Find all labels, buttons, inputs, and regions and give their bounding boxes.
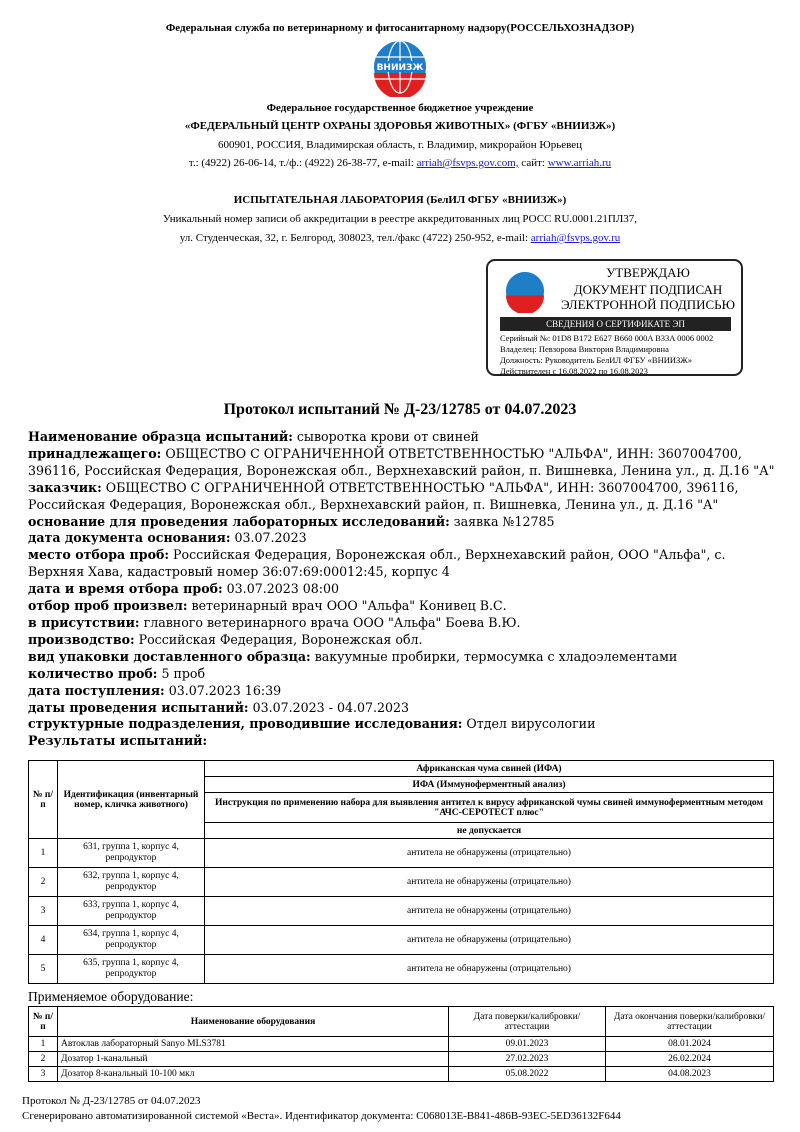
stamp-signature: ЭЛЕКТРОННОЙ ПОДПИСЬЮ — [561, 297, 735, 312]
logo-text: ВНИИЗЖ — [376, 63, 424, 73]
field — [28, 514, 778, 531]
row-date: 05.08.2022 — [449, 1067, 606, 1082]
field-value: 03.07.2023 - 04.07.2023 — [248, 699, 410, 715]
field-label: вид упаковки доставленного образца: — [28, 648, 311, 664]
field-value: 03.07.2023 — [230, 530, 307, 546]
lab-email-link[interactable]: arriah@fsvps.gov.ru — [530, 232, 621, 244]
field — [28, 480, 778, 514]
table-row — [29, 1037, 774, 1052]
field — [28, 716, 778, 733]
site-link[interactable]: www.arriah.ru — [547, 157, 612, 169]
row-result: антитела не обнаружены (отрицательно) — [205, 955, 774, 984]
row-no: 2 — [29, 868, 58, 897]
field-label: принадлежащего: — [28, 445, 162, 461]
footer-generated: Сгенерировано автоматизированной системой «Веста». Идентификатор документа: C068013E-B841-486B-93EC-5ED36132F644 — [22, 1110, 621, 1122]
sample-details — [28, 429, 778, 750]
field — [28, 429, 778, 446]
row-name: Дозатор 8-канальный 10-100 мкл — [58, 1067, 449, 1082]
field-label: в присутствии: — [28, 614, 140, 630]
row-no: 1 — [29, 839, 58, 868]
site-label: сайт: — [521, 157, 545, 169]
field-label: дата документа основания: — [28, 530, 231, 546]
field-value: 5 проб — [157, 665, 206, 681]
col-no: № п/п — [29, 1007, 58, 1037]
row-id: 633, группа 1, корпус 4, репродуктор — [58, 897, 205, 926]
row-name: Автоклав лабораторный Sanyo MLS3781 — [58, 1037, 449, 1052]
field-value: ветеринарный врач ООО "Альфа" Конивец В.С. — [187, 598, 507, 614]
row-end: 26.02.2024 — [606, 1052, 774, 1067]
field-label: Наименование образца испытаний: — [28, 429, 293, 444]
disease-header: Африканская чума свиней (ИФА) — [205, 761, 774, 777]
table-row — [29, 897, 774, 926]
field — [28, 615, 778, 632]
field — [28, 598, 778, 615]
field — [28, 632, 778, 649]
field-value: вакуумные пробирки, термосумка с хладоэлементами — [310, 648, 678, 664]
field-label: заказчик: — [28, 479, 102, 495]
row-result: антитела не обнаружены (отрицательно) — [205, 897, 774, 926]
table-row — [29, 1067, 774, 1082]
table-row — [29, 839, 774, 868]
field-label: даты проведения испытаний: — [28, 699, 249, 715]
row-no: 3 — [29, 1067, 58, 1082]
accreditation: Уникальный номер записи об аккредитации в реестре аккредитованных лиц РОСС RU.0001.21ПЛ37, — [162, 213, 638, 225]
field — [28, 649, 778, 666]
row-date: 27.02.2023 — [449, 1052, 606, 1067]
institution-type: Федеральное государственное бюджетное учреждение — [266, 102, 534, 114]
stamp-logo — [500, 269, 550, 313]
cert-valid: Действителен с 16.08.2022 по 16.08.2023 — [500, 366, 648, 376]
footer — [22, 1094, 621, 1124]
institution-contacts — [0, 157, 800, 169]
row-no: 2 — [29, 1052, 58, 1067]
field — [28, 683, 778, 700]
col-no: № п/п — [29, 761, 58, 839]
equipment-label: Применяемое оборудование: — [28, 989, 194, 1004]
field — [28, 446, 778, 480]
field-value: 03.07.2023 08:00 — [222, 581, 340, 597]
protocol-title: Протокол испытаний № Д-23/12785 от 04.07.2023 — [223, 401, 577, 418]
field-value: заявка №12785 — [449, 513, 555, 529]
row-no: 3 — [29, 897, 58, 926]
row-id: 635, группа 1, корпус 4, репродуктор — [58, 955, 205, 984]
instruction-header: Инструкция по применению набора для выявления антител к вирусу африканской чумы свиней иммуноферментным методом "АЧС-СЕРОТЕСТ плюс" — [205, 793, 774, 823]
cert-owner: Владелец: Певзорова Виктория Владимировна — [500, 344, 669, 354]
field-label: дата поступления: — [28, 682, 165, 698]
col-calibration-date: Дата поверки/калибровки/аттестации — [449, 1007, 606, 1037]
equipment-table — [28, 1006, 774, 1082]
field-value: Российская Федерация, Воронежская обл., Верхнехавский район, ООО "Альфа", с. Верхняя Хава, кадастровый номер 36:07:69:00012:45, корпус 4 — [28, 547, 726, 580]
cert-position: Должность: Руководитель БелИЛ ФГБУ «ВНИИЗЖ» — [500, 355, 693, 365]
row-result: антитела не обнаружены (отрицательно) — [205, 839, 774, 868]
cert-serial: Серийный №: 01D8 B172 E627 B660 000A B33A 0006 0002 — [500, 333, 714, 343]
field-value: ОБЩЕСТВО С ОГРАНИЧЕННОЙ ОТВЕТСТВЕННОСТЬЮ "АЛЬФА", ИНН: 3607004700, 396116, Российская Федерация, Воронежская обл., Верхнехавский район, п. Вишневка, Ленина ул., д. Д.16 "А" — [28, 479, 739, 512]
phones: т.: (4922) 26-06-14, т./ф.: (4922) 26-38-77, e-mail: — [188, 157, 414, 169]
col-identification: Идентификация (инвентарный номер, кличка животного) — [58, 761, 205, 839]
row-name: Дозатор 1-канальный — [58, 1052, 449, 1067]
field-value: сыворотка крови от свиней — [292, 429, 479, 444]
field-value: ОБЩЕСТВО С ОГРАНИЧЕННОЙ ОТВЕТСТВЕННОСТЬЮ "АЛЬФА", ИНН: 3607004700, 396116, Российская Федерация, Воронежская обл., Верхнехавский район, п. Вишневка, Ленина ул., д. Д.16 "А" — [28, 445, 775, 478]
row-result: антитела не обнаружены (отрицательно) — [205, 926, 774, 955]
footer-protocol: Протокол № Д-23/12785 от 04.07.2023 — [22, 1095, 201, 1107]
field-label: дата и время отбора проб: — [28, 581, 223, 597]
field-value: Российская Федерация, Воронежская обл. — [134, 631, 423, 647]
row-id: 632, группа 1, корпус 4, репродуктор — [58, 868, 205, 897]
results-heading: Результаты испытаний: — [28, 733, 208, 749]
row-date: 09.01.2023 — [449, 1037, 606, 1052]
results-table — [28, 760, 774, 984]
certificate-bar: СВЕДЕНИЯ О СЕРТИФИКАТЕ ЭП — [500, 317, 731, 331]
lab-contacts — [0, 232, 800, 244]
field-value: главного ветеринарного врача ООО "Альфа" Боева В.Ю. — [139, 614, 521, 630]
lab-address: ул. Студенческая, 32, г. Белгород, 308023, тел./факс (4722) 250-952, e-mail: — [179, 232, 529, 244]
field — [28, 666, 778, 683]
certificate-info — [500, 333, 713, 377]
field — [28, 530, 778, 547]
vniizzh-logo — [366, 37, 434, 97]
field — [28, 547, 778, 581]
field — [28, 700, 778, 717]
norm-header: не допускается — [205, 823, 774, 839]
field-label: место отбора проб: — [28, 547, 170, 563]
row-result: антитела не обнаружены (отрицательно) — [205, 868, 774, 897]
row-id: 634, группа 1, корпус 4, репродуктор — [58, 926, 205, 955]
field-value: Отдел вирусологии — [462, 716, 596, 732]
table-row — [29, 1052, 774, 1067]
col-equipment-name: Наименование оборудования — [58, 1007, 449, 1037]
field-label: производство: — [28, 631, 135, 647]
row-no: 1 — [29, 1037, 58, 1052]
agency-name: Федеральная служба по ветеринарному и фитосанитарному надзору(РОССЕЛЬХОЗНАДЗОР) — [165, 22, 635, 34]
field — [28, 581, 778, 598]
institution-name: «ФЕДЕРАЛЬНЫЙ ЦЕНТР ОХРАНЫ ЗДОРОВЬЯ ЖИВОТНЫХ» (ФГБУ «ВНИИЗЖ») — [184, 120, 616, 132]
institution-address: 600901, РОССИЯ, Владимирская область, г. Владимир, микрорайон Юрьевец — [218, 139, 582, 151]
field-value: 03.07.2023 16:39 — [164, 682, 282, 698]
table-row — [29, 868, 774, 897]
email-link[interactable]: arriah@fsvps.gov.com, — [416, 157, 519, 169]
table-row — [29, 955, 774, 984]
row-no: 5 — [29, 955, 58, 984]
field-label: основание для проведения лабораторных исследований: — [28, 513, 450, 529]
field-label: количество проб: — [28, 665, 158, 681]
field-label: отбор проб произвел: — [28, 598, 188, 614]
table-row — [29, 926, 774, 955]
col-calibration-end: Дата окончания поверки/калибровки/аттестации — [606, 1007, 774, 1037]
row-end: 04.08.2023 — [606, 1067, 774, 1082]
row-no: 4 — [29, 926, 58, 955]
method-header: ИФА (Иммуноферментный анализ) — [205, 777, 774, 793]
field-label: структурные подразделения, проводившие исследования: — [28, 716, 463, 732]
row-end: 08.01.2024 — [606, 1037, 774, 1052]
stamp-approve: УТВЕРЖДАЮ — [606, 265, 690, 280]
stamp-signed: ДОКУМЕНТ ПОДПИСАН — [573, 282, 723, 297]
e-signature-stamp — [486, 259, 743, 376]
row-id: 631, группа 1, корпус 4, репродуктор — [58, 839, 205, 868]
lab-name: ИСПЫТАТЕЛЬНАЯ ЛАБОРАТОРИЯ (БелИЛ ФГБУ «ВНИИЗЖ») — [233, 194, 567, 206]
